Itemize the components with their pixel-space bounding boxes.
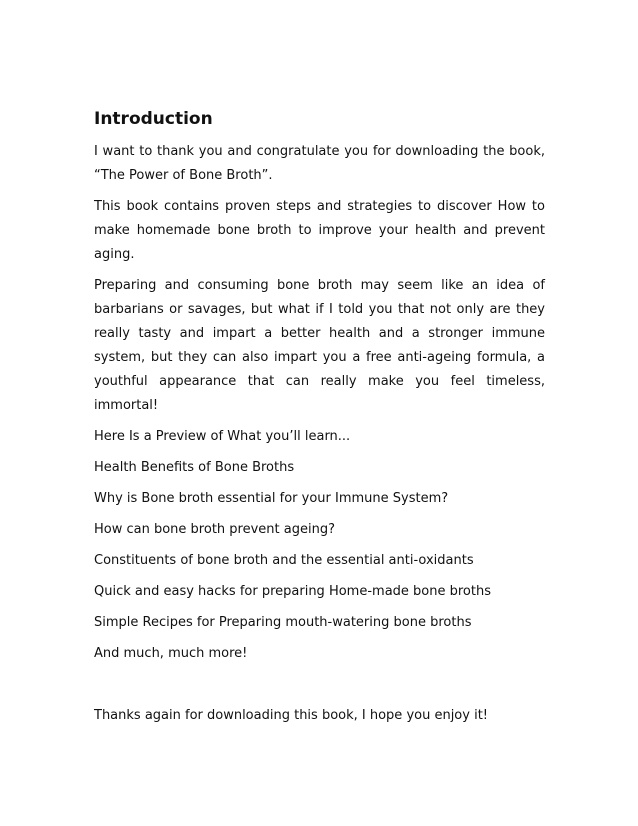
closing-line: Thanks again for downloading this book, I hope you enjoy it! <box>94 708 489 723</box>
section-heading: Introduction <box>94 109 213 129</box>
intro-paragraph-bone-broth: Preparing and consuming bone broth may seem like an idea of barbarians or savages, but what if I told you that not only are they really tasty and impart a better health and a stronger immune system, but they can also impart you a free anti-ageing formula, a youthful appearance that can really make you feel timeless, immortal! <box>94 278 545 413</box>
preview-list-item: Simple Recipes for Preparing mouth-watering bone broths <box>94 615 472 630</box>
preview-list-item: Constituents of bone broth and the essential anti-oxidants <box>94 553 474 568</box>
intro-paragraph-thanks: I want to thank you and congratulate you for downloading the book, “The Power of Bone Broth”. <box>94 144 545 183</box>
document-page <box>94 108 545 735</box>
preview-list-item: Quick and easy hacks for preparing Home-made bone broths <box>94 584 491 599</box>
preview-list-item: Why is Bone broth essential for your Immune System? <box>94 491 449 506</box>
intro-paragraph-book-contents: This book contains proven steps and strategies to discover How to make homemade bone broth to improve your health and prevent aging. <box>94 199 545 262</box>
preview-list-item: How can bone broth prevent ageing? <box>94 522 335 537</box>
preview-list-item: And much, much more! <box>94 646 248 661</box>
preview-list-item: Health Benefits of Bone Broths <box>94 460 295 475</box>
blank-spacer <box>94 673 545 704</box>
preview-intro-line: Here Is a Preview of What you’ll learn... <box>94 429 351 444</box>
